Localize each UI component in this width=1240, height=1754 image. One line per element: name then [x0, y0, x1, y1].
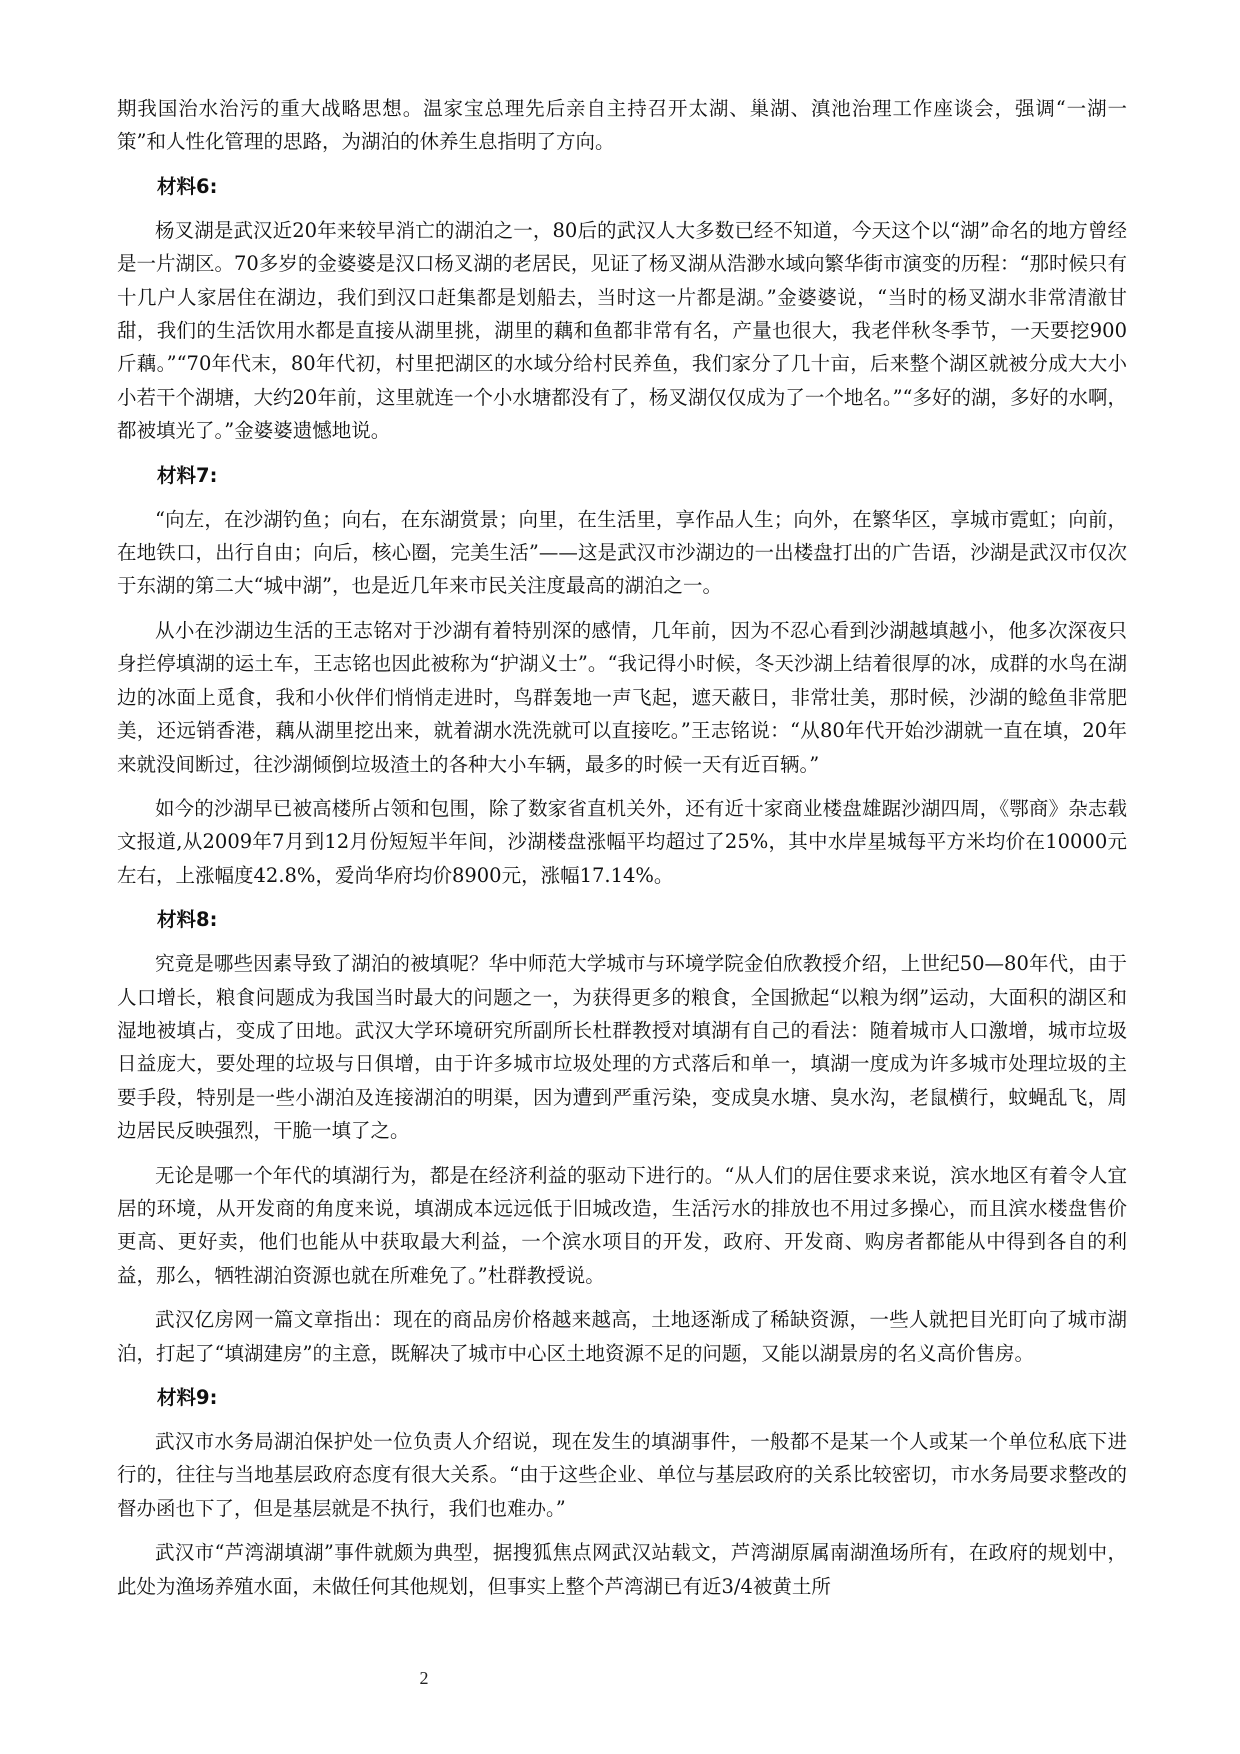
- heading-material-8: 材料8:: [157, 908, 218, 932]
- paragraph-material-9-1: 武汉市水务局湖泊保护处一位负责人介绍说，现在发生的填湖事件，一般都不是某一个人或某一个单位私底下进行的，往往与当地基层政府态度有很大关系。“由于这些企业、单位与基层政府的关系比较密切，市水务局要求整改的督办函也下了，但是基层就是不执行，我们也难办。”: [117, 1430, 1127, 1520]
- heading-material-6: 材料6:: [157, 174, 218, 198]
- heading-material-9: 材料9:: [157, 1386, 218, 1409]
- page-number: 2: [419, 1668, 429, 1688]
- paragraph-material-7-1: “向左，在沙湖钓鱼；向右，在东湖赏景；向里，在生活里，享作品人生；向外，在繁华区，享城市霓虹；向前，在地铁口，出行自由；向后，核心圈，完美生活”——这是武汉市沙湖边的一出楼盘打出的广告语，沙湖是武汉市仅次于东湖的第二大“城中湖”，也是近几年来市民关注度最高的湖泊之一。: [117, 507, 1127, 598]
- paragraph-material-7-2: 从小在沙湖边生活的王志铭对于沙湖有着特别深的感情，几年前，因为不忍心看到沙湖越填越小，他多次深夜只身拦停填湖的运土车，王志铭也因此被称为“护湖义士”。“我记得小时候，冬天沙湖上结着很厚的冰，成群的水鸟在湖边的冰面上觅食，我和小伙伴们悄悄走进时，鸟群轰地一声飞起，遮天蔽日，非常壮美，那时候，沙湖的鲶鱼非常肥美，还远销香港，藕从湖里挖出来，就着湖水洗洗就可以直接吃。”王志铭说：“从80年代开始沙湖就一直在填，20年来就没间断过，往沙湖倾倒垃圾渣土的各种大小车辆，最多的时候一天有近百辆。”: [117, 618, 1127, 776]
- document-page: [117, 92, 1127, 1614]
- paragraph-material-8-1: 究竟是哪些因素导致了湖泊的被填呢？华中师范大学城市与环境学院金伯欣教授介绍，上世纪50—80年代，由于人口增长，粮食问题成为我国当时最大的问题之一，为获得更多的粮食，全国掀起“以粮为纲”运动，大面积的湖区和湿地被填占，变成了田地。武汉大学环境研究所副所长杜群教授对填湖有自己的看法：随着城市人口激增，城市垃圾日益庞大，要处理的垃圾与日俱增，由于许多城市垃圾处理的方式落后和单一，填湖一度成为许多城市处理垃圾的主要手段，特别是一些小湖泊及连接湖泊的明渠，因为遭到严重污染，变成臭水塘、臭水沟，老鼠横行，蚊蝇乱飞，周边居民反映强烈，干脆一填了之。: [117, 952, 1127, 1143]
- heading-material-7: 材料7:: [157, 463, 218, 487]
- paragraph-material-8-2: 无论是哪一个年代的填湖行为，都是在经济利益的驱动下进行的。“从人们的居住要求来说，滨水地区有着令人宜居的环境，从开发商的角度来说，填湖成本远远低于旧城改造，生活污水的排放也不用过多操心，而且滨水楼盘售价更高、更好卖，他们也能从中获取最大利益，一个滨水项目的开发，政府、开发商、购房者都能从中得到各自的利益，那么，牺牲湖泊资源也就在所难免了。”杜群教授说。: [117, 1163, 1127, 1287]
- paragraph-material-8-3: 武汉亿房网一篇文章指出：现在的商品房价格越来越高，土地逐渐成了稀缺资源，一些人就把目光盯向了城市湖泊，打起了“填湖建房”的主意，既解决了城市中心区土地资源不足的问题，又能以湖景房的名义高价售房。: [117, 1308, 1127, 1365]
- paragraph-material-7-3: 如今的沙湖早已被高楼所占领和包围，除了数家省直机关外，还有近十家商业楼盘雄踞沙湖四周，《鄂商》杂志载文报道,从2009年7月到12月份短短半年间，沙湖楼盘涨幅平均超过了25%，其中水岸星城每平方米均价在10000元左右，上涨幅度42.8%，爱尚华府均价8900元，涨幅17.14%。: [117, 796, 1127, 887]
- paragraph-material-6: 杨叉湖是武汉近20年来较早消亡的湖泊之一，80后的武汉人大多数已经不知道，今天这个以“湖”命名的地方曾经是一片湖区。70多岁的金婆婆是汉口杨叉湖的老居民，见证了杨叉湖从浩渺水域向繁华街市演变的历程：“那时候只有十几户人家居住在湖边，我们到汉口赶集都是划船去，当时这一片都是湖。”金婆婆说，“当时的杨叉湖水非常清澈甘甜，我们的生活饮用水都是直接从湖里挑，湖里的藕和鱼都非常有名，产量也很大，我老伴秋冬季节，一天要挖900斤藕。”“70年代末，80年代初，村里把湖区的水域分给村民养鱼，我们家分了几十亩，后来整个湖区就被分成大大小小若干个湖塘，大约20年前，这里就连一个小水塘都没有了，杨叉湖仅仅成为了一个地名。”“多好的湖，多好的水啊，都被填光了。”金婆婆遗憾地说。: [117, 218, 1128, 443]
- paragraph-intro: 期我国治水治污的重大战略思想。温家宝总理先后亲自主持召开太湖、巢湖、滇池治理工作座谈会，强调“一湖一策”和人性化管理的思路，为湖泊的休养生息指明了方向。: [117, 97, 1127, 154]
- paragraph-material-9-2: 武汉市“芦湾湖填湖”事件就颇为典型，据搜狐焦点网武汉站载文，芦湾湖原属南湖渔场所有，在政府的规划中，此处为渔场养殖水面，未做任何其他规划，但事实上整个芦湾湖已有近3/4被黄土所: [117, 1541, 1127, 1598]
